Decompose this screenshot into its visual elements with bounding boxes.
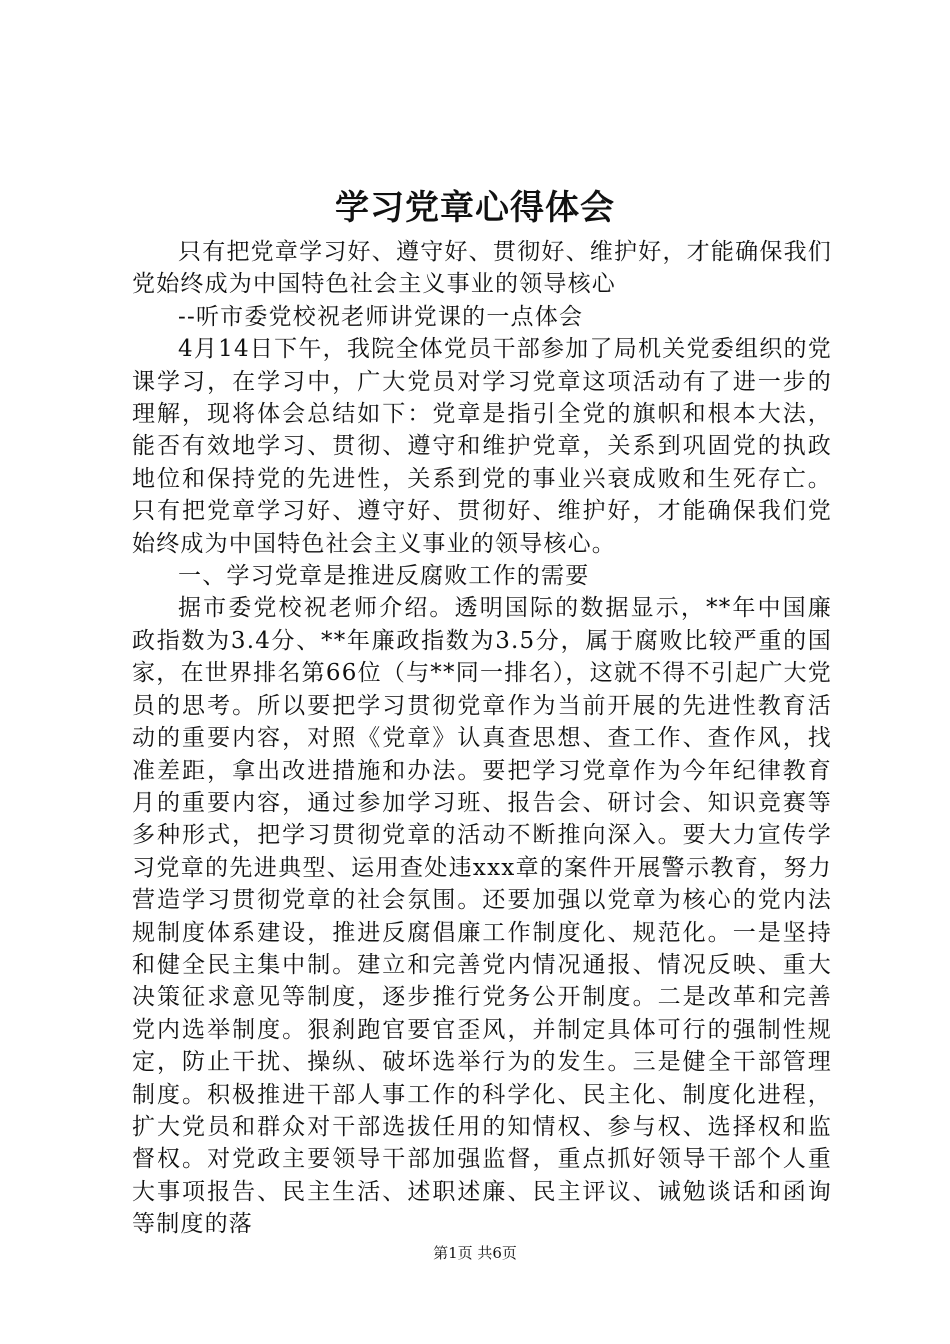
paragraph-source-note: --听市委党校祝老师讲党课的一点体会 — [178, 303, 584, 330]
page-footer: 第1页 共6页 — [433, 1244, 517, 1262]
document-body — [132, 236, 832, 1241]
paragraph-intro: 4月14日下午，我院全体党员干部参加了局机关党委组织的党课学习，在学习中，广大党员对学习党章这项活动有了进一步的理解，现将体会总结如下：党章是指引全党的旗帜和根本大法，能否有效地学习、贯彻、遵守和维护党章，关系到巩固党的执政地位和保持党的先进性，关系到党的事业兴衰成败和生死存亡。只有把党章学习好、遵守好、贯彻好、维护好，才能确保我们党始终成为中国特色社会主义事业的领导核心。 — [132, 336, 832, 557]
paragraph-subtitle: 只有把党章学习好、遵守好、贯彻好、维护好，才能确保我们党始终成为中国特色社会主义事业的领导核心 — [132, 239, 832, 298]
paragraph-section-1: 据市委党校祝老师介绍。透明国际的数据显示，**年中国廉政指数为3.4分、**年廉政指数为3.5分，属于腐败比较严重的国家，在世界排名第66位（与**同一排名），这就不得不引起广大党员的思考。所以要把学习贯彻党章作为当前开展的先进性教育活动的重要内容，对照《党章》认真查思想、查工作、查作风，找准差距，拿出改进措施和办法。要把学习党章作为今年纪律教育月的重要内容，通过参加学习班、报告会、研讨会、知识竞赛等多种形式，把学习贯彻党章的活动不断推向深入。要大力宣传学习党章的先进典型、运用查处违xxx章的案件开展警示教育，努力营造学习贯彻党章的社会氛围。还要加强以党章为核心的党内法规制度体系建设，推进反腐倡廉工作制度化、规范化。一是坚持和健全民主集中制。建立和完善党内情况通报、情况反映、重大决策征求意见等制度，逐步推行党务公开制度。二是改革和完善党内选举制度。狠刹跑官要官歪风，并制定具体可行的强制性规定，防止干扰、操纵、破坏选举行为的发生。三是健全干部管理制度。积极推进干部人事工作的科学化、民主化、制度化进程，扩大党员和群众对干部选拔任用的知情权、参与权、选择权和监督权。对党政主要领导干部加强监督，重点抓好领导干部个人重大事项报告、民主生活、述职述廉、民主评议、诫勉谈话和函询等制度的落 — [132, 595, 832, 1238]
section-heading-1: 一、学习党章是推进反腐败工作的需要 — [178, 563, 590, 590]
document-title: 学习党章心得体会 — [335, 188, 615, 228]
